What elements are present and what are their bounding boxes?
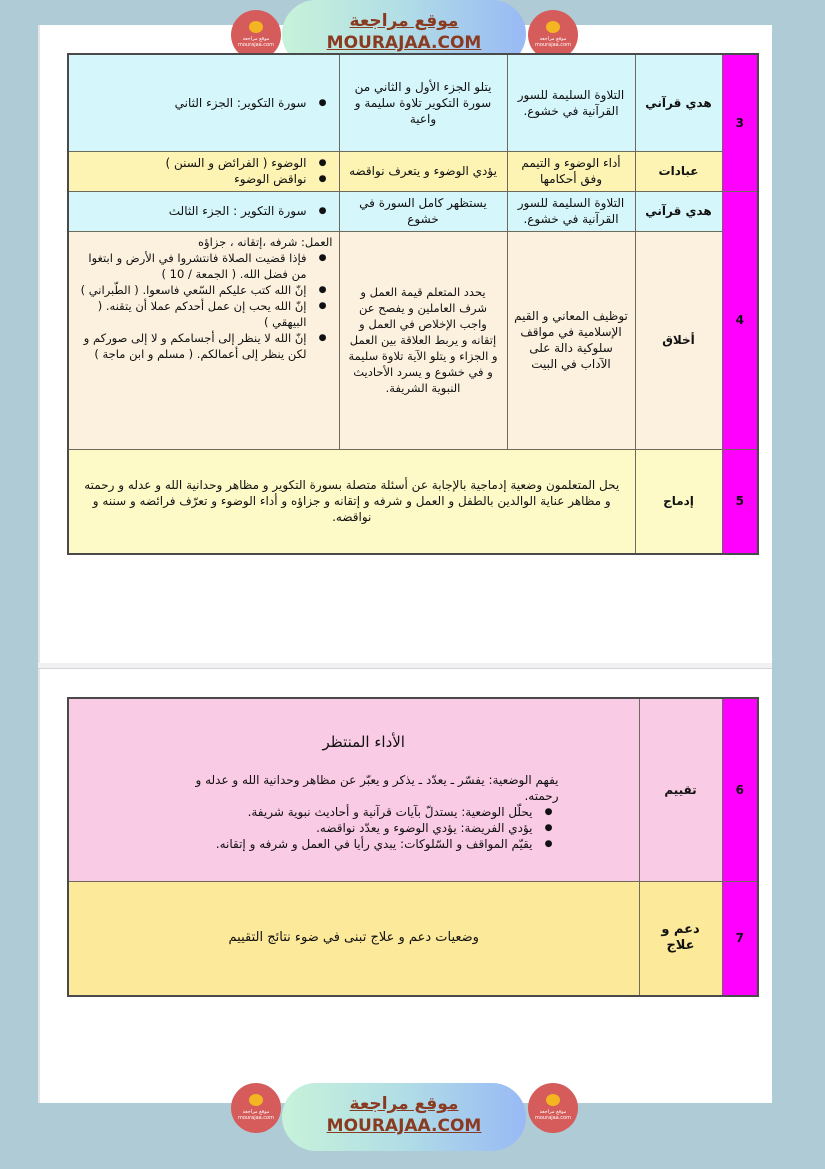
logo-badge-right-bottom — [528, 1083, 578, 1133]
badge-text-en: mourajaa.com — [534, 42, 571, 48]
row-number: 5 — [722, 449, 758, 554]
badge-text-en: mourajaa.com — [237, 42, 274, 48]
table-row — [68, 231, 758, 449]
row-number: 7 — [722, 881, 758, 996]
domain-cell: تقييم — [639, 698, 722, 881]
content-item: ● سورة التكوير : الجزء الثالث — [75, 203, 333, 219]
table-row — [68, 881, 758, 996]
badge-text-ar: موقع مراجعة — [539, 36, 567, 42]
site-name-en: MOURAJAA.COM — [326, 1116, 482, 1136]
objective-cell: توظيف المعاني و القيم الإسلامية في مواقف سلوكية دالة على الآداب في البيت — [507, 231, 635, 449]
content-item: ● فإذا قضيت الصلاة فانتشروا في الأرض و ابتغوا من فضل الله. ( الجمعة / 10 ) — [75, 250, 333, 282]
site-banner-bottom[interactable] — [282, 1083, 526, 1151]
badge-text-en: mourajaa.com — [534, 1115, 571, 1121]
expected-performance-title: الأداء المنتظر — [322, 732, 405, 751]
book-icon — [249, 21, 263, 33]
badge-text-en: mourajaa.com — [237, 1115, 274, 1121]
content-item: ● إنّ الله يحب إن عمل أحدكم عملا أن يتقنه. ( البيهقي ) — [75, 298, 333, 330]
book-icon — [546, 21, 560, 33]
content-item: ● يؤدي الفريضة: يؤدي الوضوء و يعدّد نواقضه. — [169, 820, 559, 836]
content-cell — [68, 54, 339, 151]
row-number: 3 — [722, 54, 758, 191]
domain-cell: أخلاق — [635, 231, 722, 449]
objective-cell: التلاوة السليمة للسور القرآنية في خشوع. — [507, 191, 635, 231]
page-separator — [38, 663, 772, 669]
domain-cell: إدماج — [635, 449, 722, 554]
content-item: ● الوضوء ( الفرائض و السنن ) — [75, 155, 333, 171]
content-cell — [68, 191, 339, 231]
logo-badge-left-bottom — [231, 1083, 281, 1133]
objective-cell: أداء الوضوء و التيمم وفق أحكامها — [507, 151, 635, 191]
content-cell: يحل المتعلمون وضعية إدماجية بالإجابة عن أسئلة متصلة بسورة التكوير و مظاهر وحدانية الله و عدله و رحمته و مظاهر عناية الوالدين بالطفل و العمل و شرفه و إتقانه و جزاؤه و أداء الوضوء و تعرّف فرائضه و سننه و نواقضه. — [68, 449, 635, 554]
table-row — [68, 191, 758, 231]
lesson-plan-table-1 — [67, 53, 759, 555]
content-item: ● إنّ الله لا ينظر إلى أجسامكم و لا إلى صوركم و لكن ينظر إلى أعمالكم. ( مسلم و ابن ماجة ) — [75, 330, 333, 362]
book-icon — [249, 1094, 263, 1106]
content-item: ● يحلّل الوضعية: يستدلّ بآيات قرآنية و أحاديث نبوية شريفة. — [169, 804, 559, 820]
content-cell — [68, 698, 639, 881]
site-name-en: MOURAJAA.COM — [326, 33, 482, 53]
site-name-ar: موقع مراجعة — [349, 1094, 459, 1114]
book-icon — [546, 1094, 560, 1106]
indicator-cell: يحدد المتعلم قيمة العمل و شرف العاملين و يفصح عن واجب الإخلاص في العمل و إتقانه و يربط العلاقة بين العمل و الجزاء و يتلو الآية تلاوة سليمة و في خشوع و يسرد الأحاديث النبوية الشريفة. — [339, 231, 507, 449]
content-item: ● سورة التكوير: الجزء الثاني — [75, 95, 333, 111]
domain-cell: هدي قرآني — [635, 191, 722, 231]
content-item: ● إنّ الله كتب عليكم السّعي فاسعوا. ( الطّبراني ) — [75, 282, 333, 298]
content-heading: العمل: شرفه ،إتقانه ، جزاؤه — [198, 234, 333, 249]
table-row — [68, 151, 758, 191]
content-cell — [68, 231, 339, 449]
row-number: 6 — [722, 698, 758, 881]
content-item: ● نواقض الوضوء — [75, 171, 333, 187]
badge-text-ar: موقع مراجعة — [242, 1109, 270, 1115]
table-row — [68, 449, 758, 554]
content-cell — [68, 151, 339, 191]
content-item: ● يقيّم المواقف و السّلوكات: يبدي رأيا في العمل و شرفه و إتقانه. — [169, 836, 559, 852]
row-number: 4 — [722, 191, 758, 449]
indicator-cell: يتلو الجزء الأول و الثاني من سورة التكوير تلاوة سليمة و واعية — [339, 54, 507, 151]
table-row — [68, 54, 758, 151]
content-intro: يفهم الوضعية: يفسّر ـ يعدّد ـ يذكر و يعبّر عن مظاهر وحدانية الله و عدله و رحمته. — [195, 772, 559, 803]
indicator-cell: يؤدي الوضوء و يتعرف نواقضه — [339, 151, 507, 191]
objective-cell: التلاوة السليمة للسور القرآنية في خشوع. — [507, 54, 635, 151]
domain-cell: عبادات — [635, 151, 722, 191]
indicator-cell: يستظهر كامل السورة في خشوع — [339, 191, 507, 231]
badge-text-ar: موقع مراجعة — [539, 1109, 567, 1115]
lesson-plan-table-2 — [67, 697, 759, 997]
domain-cell: دعم و علاج — [639, 881, 722, 996]
content-cell: وضعيات دعم و علاج تبنى في ضوء نتائج التقييم — [68, 881, 639, 996]
site-name-ar: موقع مراجعة — [349, 11, 459, 31]
domain-cell: هدي قرآني — [635, 54, 722, 151]
table-row — [68, 698, 758, 881]
badge-text-ar: موقع مراجعة — [242, 36, 270, 42]
